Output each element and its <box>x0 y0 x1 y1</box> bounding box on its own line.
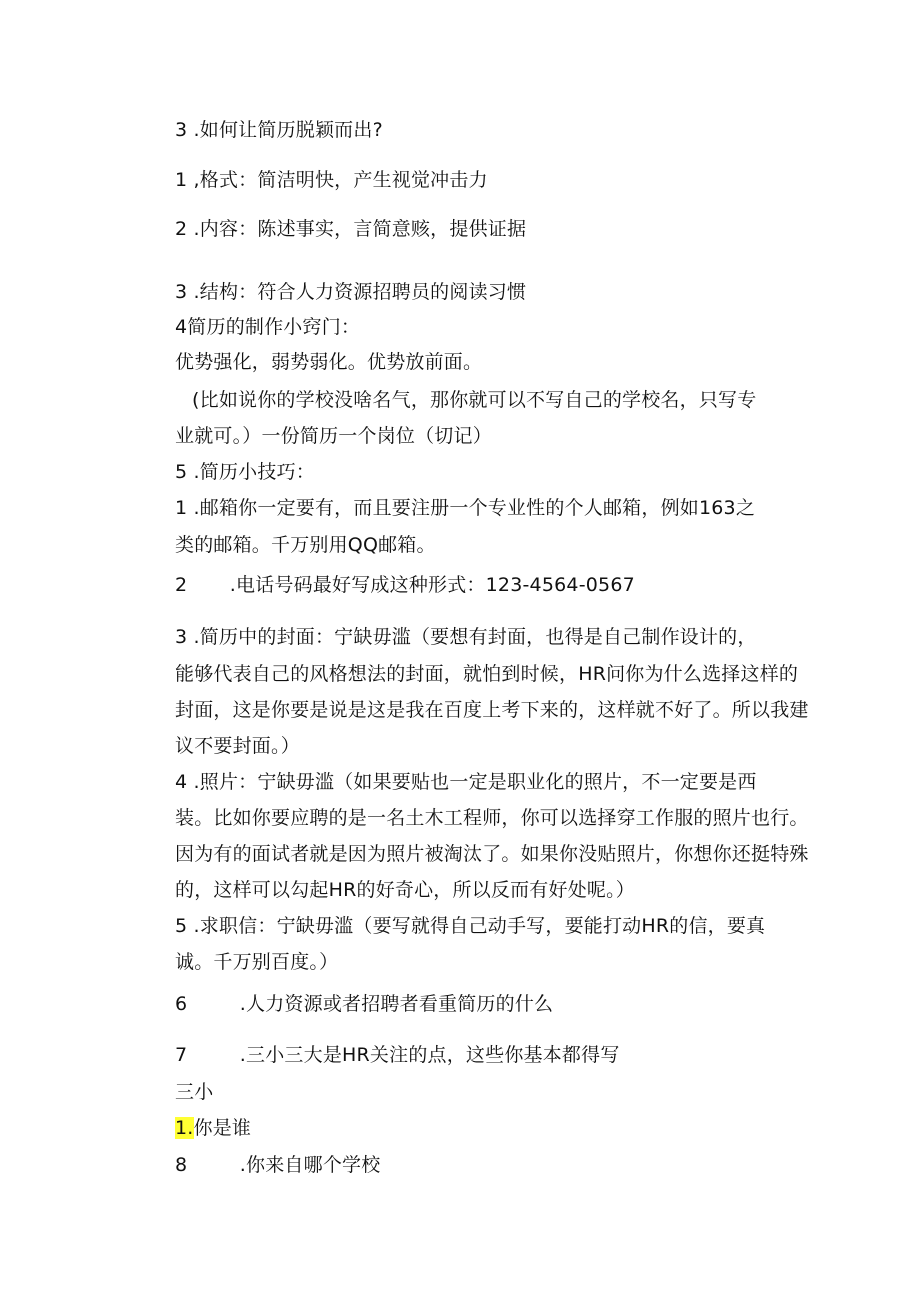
highlighted-number: 1. <box>175 1117 194 1139</box>
tip-photo-line4: 的，这样可以勾起HR的好奇心，所以反而有好处呢。） <box>175 879 635 901</box>
point-content: 2 .内容：陈述事实，言简意赅，提供证据 <box>175 218 527 240</box>
tip-email-line1: 1 .邮箱你一定要有，而且要注册一个专业性的个人邮箱，例如163之 <box>175 497 756 519</box>
tip-email-line2: 类的邮箱。千万别用QQ邮箱。 <box>175 534 436 556</box>
tip-cover-line1: 3 .简历中的封面：宁缺毋滥（要想有封面，也得是自己制作设计的， <box>175 626 757 648</box>
tip-photo-line3: 因为有的面试者就是因为照片被淘汰了。如果你没贴照片，你想你还挺特殊 <box>175 843 809 865</box>
point-hr-values-text: .人力资源或者招聘者看重简历的什么 <box>239 993 554 1015</box>
point-hr-values <box>175 991 553 1017</box>
tip-phone-number <box>175 572 635 598</box>
paragraph-strengths: 优势强化，弱势弱化。优势放前面。 <box>175 351 483 373</box>
heading-three-small: 三小 <box>175 1081 214 1103</box>
tip-phone-index: 2 <box>175 574 188 596</box>
tip-cover-letter-line1: 5 .求职信：宁缺毋滥（要写就得自己动手写，要能打动HR的信，要真 <box>175 915 766 937</box>
point-hr-values-index: 6 <box>175 993 188 1015</box>
point-three-text: .三小三大是HR关注的点，这些你基本都得写 <box>239 1044 620 1066</box>
point-format: 1 ,格式：简洁明快，产生视觉冲击力 <box>175 169 488 191</box>
paragraph-example-line1: (比如说你的学校没啥名气，那你就可以不写自己的学校名，只写专 <box>192 389 757 411</box>
tip-cover-line2: 能够代表自己的风格想法的封面，就怕到时候，HR问你为什么选择这样的 <box>175 663 799 685</box>
point-three-index: 7 <box>175 1044 188 1066</box>
tip-cover-letter-line2: 诚。千万别百度。） <box>175 951 339 973</box>
tip-photo-line2: 装。比如你要应聘的是一名土木工程师，你可以选择穿工作服的照片也行。 <box>175 807 809 829</box>
point-structure: 3 .结构：符合人力资源招聘员的阅读习惯 <box>175 281 527 303</box>
item-who-are-you <box>175 1115 251 1141</box>
tip-cover-line4: 议不要封面。） <box>175 735 300 757</box>
item-which-school-index: 8 <box>175 1154 188 1176</box>
tip-phone-text: .电话号码最好写成这种形式：123-4564-0567 <box>229 574 635 596</box>
item-who-are-you-text: 你是谁 <box>193 1117 252 1139</box>
tip-cover-line3: 封面，这是你要是说是这是我在百度上考下来的，这样就不好了。所以我建 <box>175 699 809 721</box>
paragraph-example-line2: 业就可。）一份简历一个岗位（切记） <box>175 425 492 447</box>
tip-photo-line1: 4 .照片：宁缺毋滥（如果要贴也一定是职业化的照片，不一定要是西 <box>175 771 757 793</box>
point-three-small-three-big <box>175 1042 620 1068</box>
heading-how-to-stand-out: 3 .如何让简历脱颖而出? <box>175 119 383 141</box>
heading-resume-tips: 4简历的制作小窍门： <box>175 316 361 338</box>
heading-small-tips: 5 .简历小技巧： <box>175 461 315 483</box>
item-which-school <box>175 1152 380 1178</box>
item-which-school-text: .你来自哪个学校 <box>239 1154 381 1176</box>
